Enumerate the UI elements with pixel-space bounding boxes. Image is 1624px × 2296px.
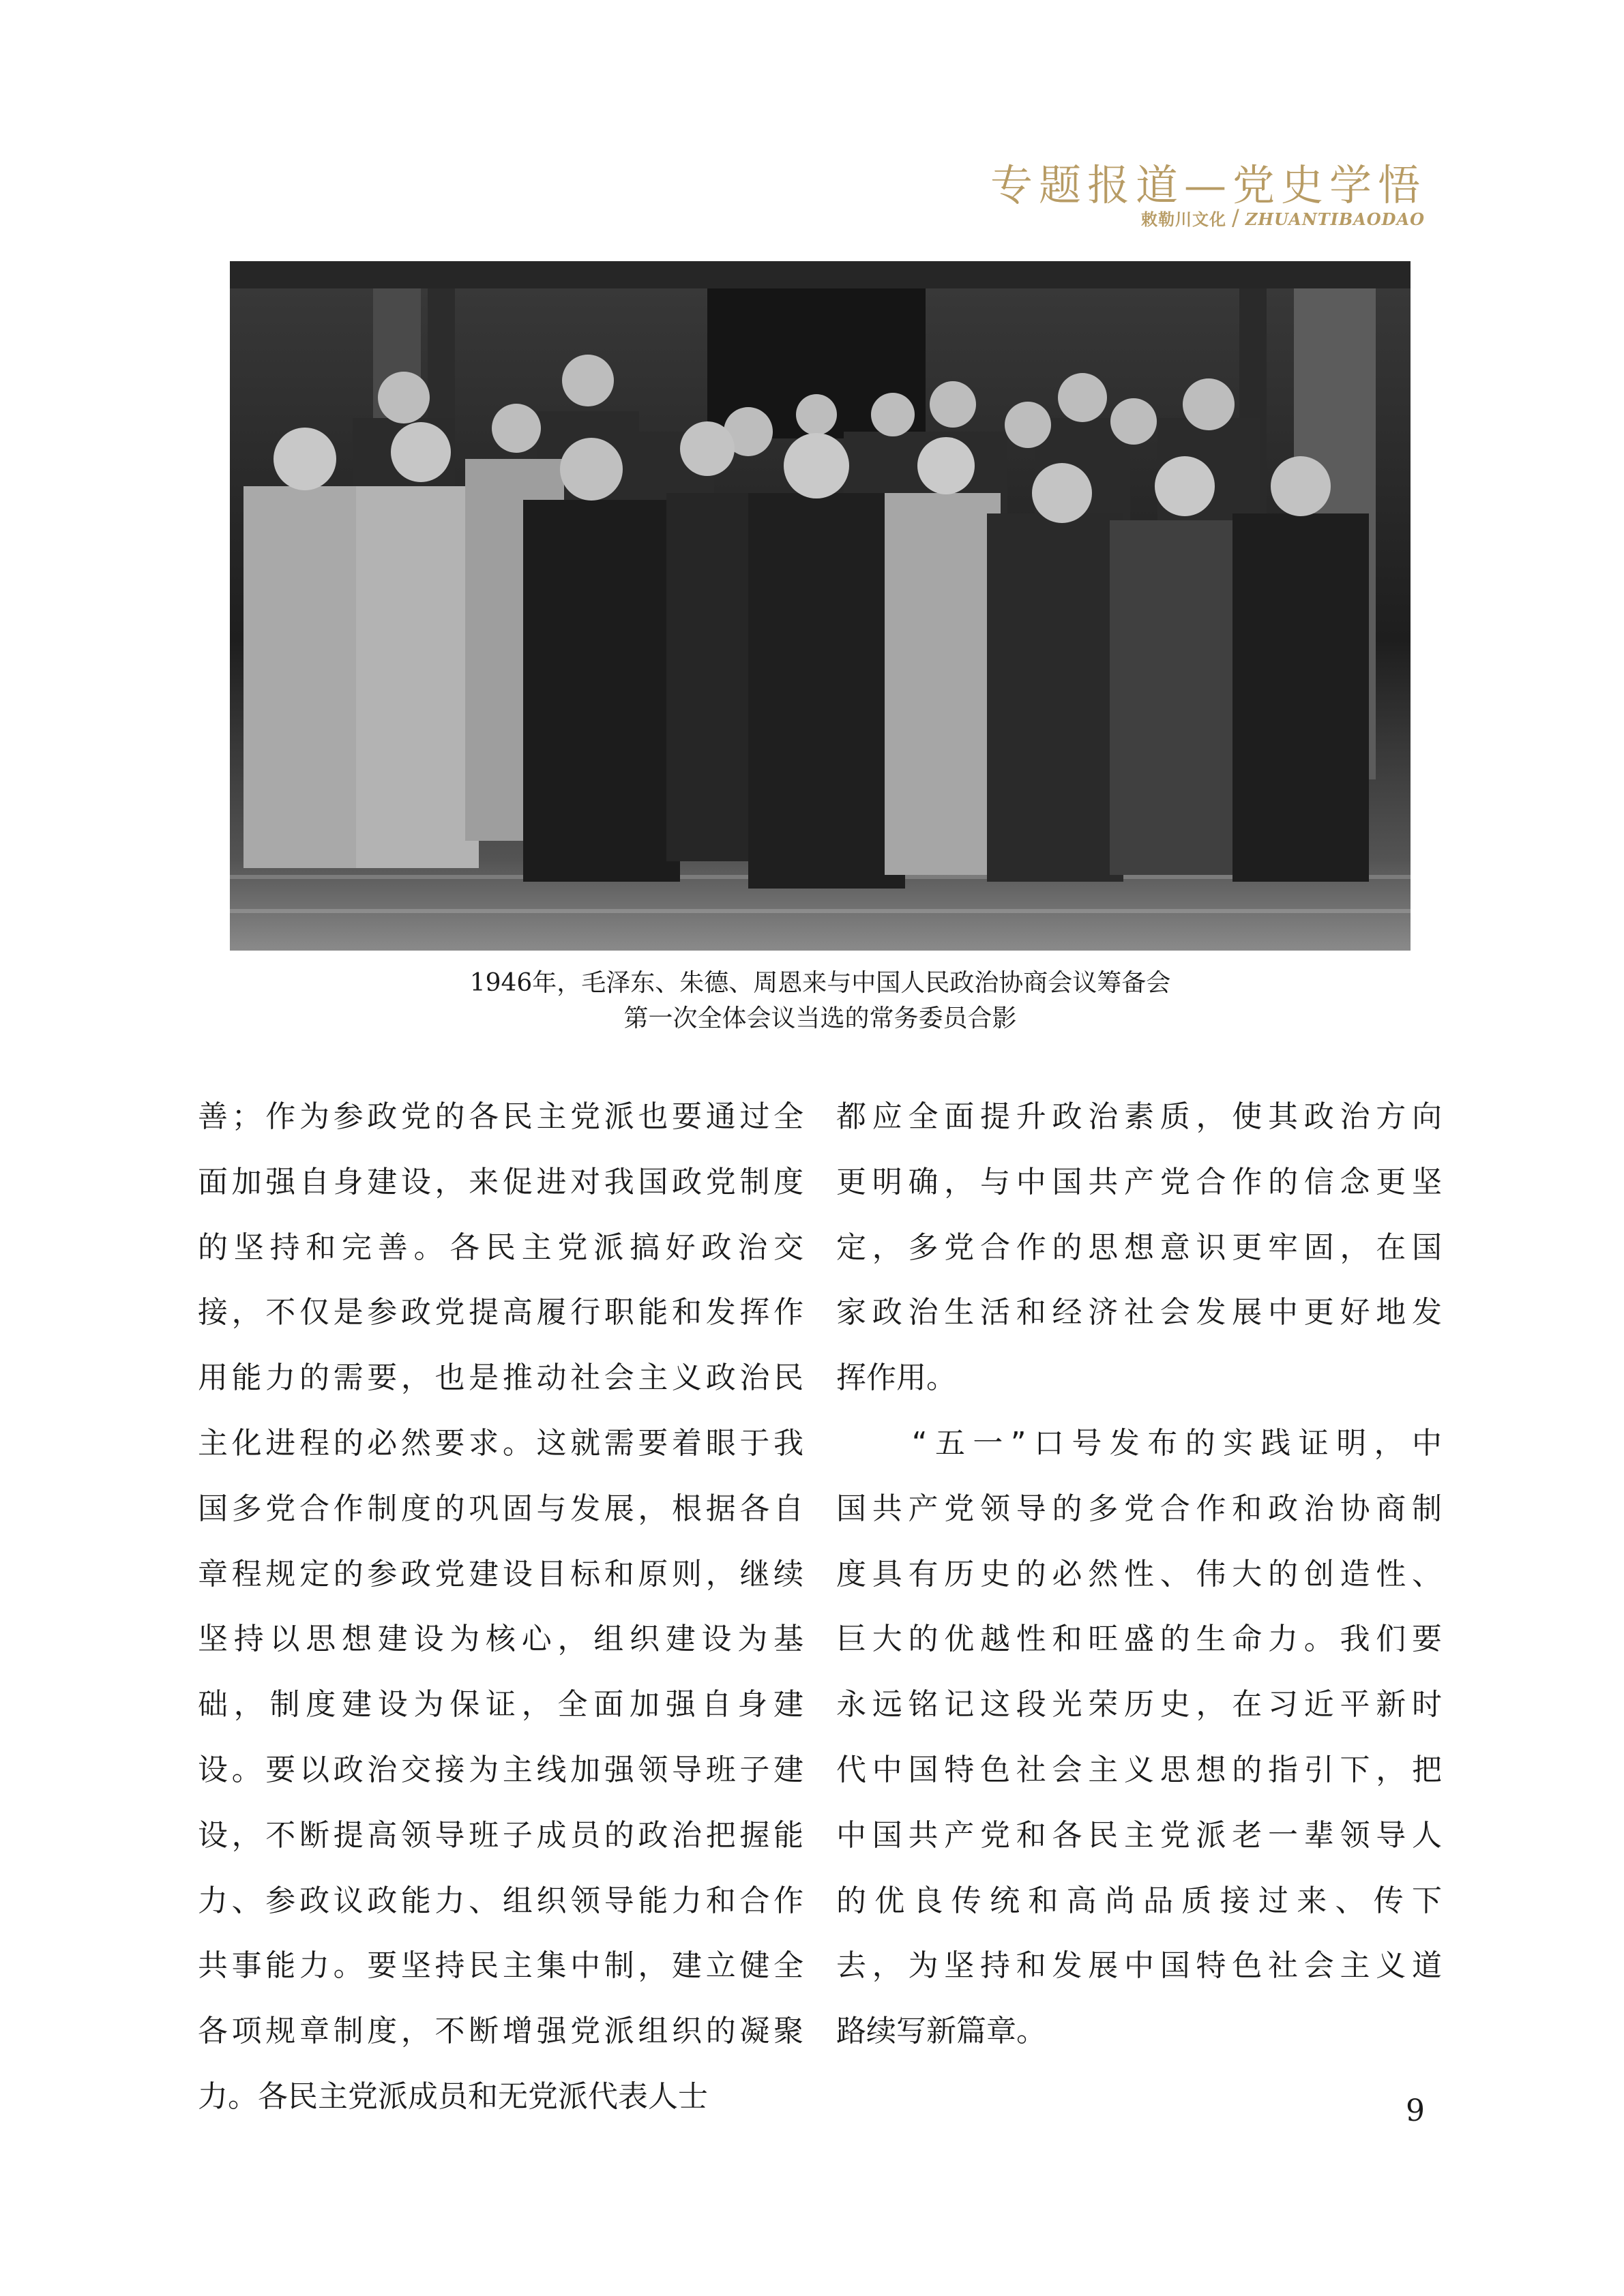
text-line: 各项规章制度，不断增强党派组织的凝聚 [198, 2014, 803, 2049]
text-line: 设。要以政治交接为主线加强领导班子建 [198, 1752, 803, 1787]
text-line: 共事能力。要坚持民主集中制，建立健全 [198, 1948, 803, 1984]
right-column [836, 1084, 1442, 2064]
text-line: 力、参政议政能力、组织领导能力和合作 [198, 1883, 803, 1918]
text-line: 力。各民主党派成员和无党派代表人士 [198, 2078, 708, 2114]
left-column [198, 1084, 803, 2130]
subtitle-en: ZHUANTIBAODAO [1245, 209, 1425, 229]
text-line: 去，为坚持和发展中国特色社会主义道 [836, 1948, 1442, 1984]
subtitle-slash: / [1232, 205, 1240, 230]
text-line: 用能力的需要，也是推动社会主义政治民 [198, 1360, 803, 1396]
subtitle-cn: 敕勒川文化 [1141, 210, 1227, 229]
text-line: 国多党合作制度的巩固与发展，根据各自 [198, 1491, 803, 1526]
text-line: 国共产党领导的多党合作和政治协商制 [836, 1491, 1442, 1526]
text-line: 定，多党合作的思想意识更牢固，在国 [836, 1229, 1442, 1265]
text-line: 永远铭记这段光荣历史，在习近平新时 [836, 1687, 1442, 1723]
text-line: 善；作为参政党的各民主党派也要通过全 [198, 1099, 803, 1134]
page-number: 9 [1406, 2093, 1425, 2128]
photo-caption-line-2: 第一次全体会议当选的常务委员合影 [623, 1004, 1017, 1032]
photo-caption-line-1: 1946年，毛泽东、朱德、周恩来与中国人民政治协商会议筹备会 [469, 969, 1171, 997]
text-line: 的优良传统和高尚品质接过来、传下 [836, 1883, 1442, 1918]
text-line: 巨大的优越性和旺盛的生命力。我们要 [836, 1622, 1442, 1657]
text-line: 面加强自身建设，来促进对我国政党制度 [198, 1164, 803, 1199]
text-line: 中国共产党和各民主党派老一辈领导人 [836, 1817, 1442, 1853]
text-line: 家政治生活和经济社会发展中更好地发 [836, 1295, 1442, 1330]
section-title: 专题报道—党史学悟 [990, 160, 1426, 210]
group-photo [230, 261, 1411, 951]
text-line: “五一”口号发布的实践证明，中 [836, 1425, 1442, 1461]
section-subtitle [1141, 205, 1425, 230]
text-line: 坚持以思想建设为核心，组织建设为基 [198, 1622, 803, 1657]
text-line: 主化进程的必然要求。这就需要着眼于我 [198, 1425, 803, 1461]
text-line: 都应全面提升政治素质，使其政治方向 [836, 1099, 1442, 1134]
text-line: 设，不断提高领导班子成员的政治把握能 [198, 1817, 803, 1853]
text-line: 接，不仅是参政党提高履行职能和发挥作 [198, 1295, 803, 1330]
text-line: 挥作用。 [836, 1360, 956, 1396]
text-line: 路续写新篇章。 [836, 2014, 1046, 2049]
text-line: 更明确，与中国共产党合作的信念更坚 [836, 1164, 1442, 1199]
text-line: 的坚持和完善。各民主党派搞好政治交 [198, 1229, 803, 1265]
text-line: 础，制度建设为保证，全面加强自身建 [198, 1687, 803, 1723]
text-line: 度具有历史的必然性、伟大的创造性、 [836, 1556, 1442, 1592]
text-line: 代中国特色社会主义思想的指引下，把 [836, 1752, 1442, 1787]
text-line: 章程规定的参政党建设目标和原则，继续 [198, 1556, 803, 1592]
